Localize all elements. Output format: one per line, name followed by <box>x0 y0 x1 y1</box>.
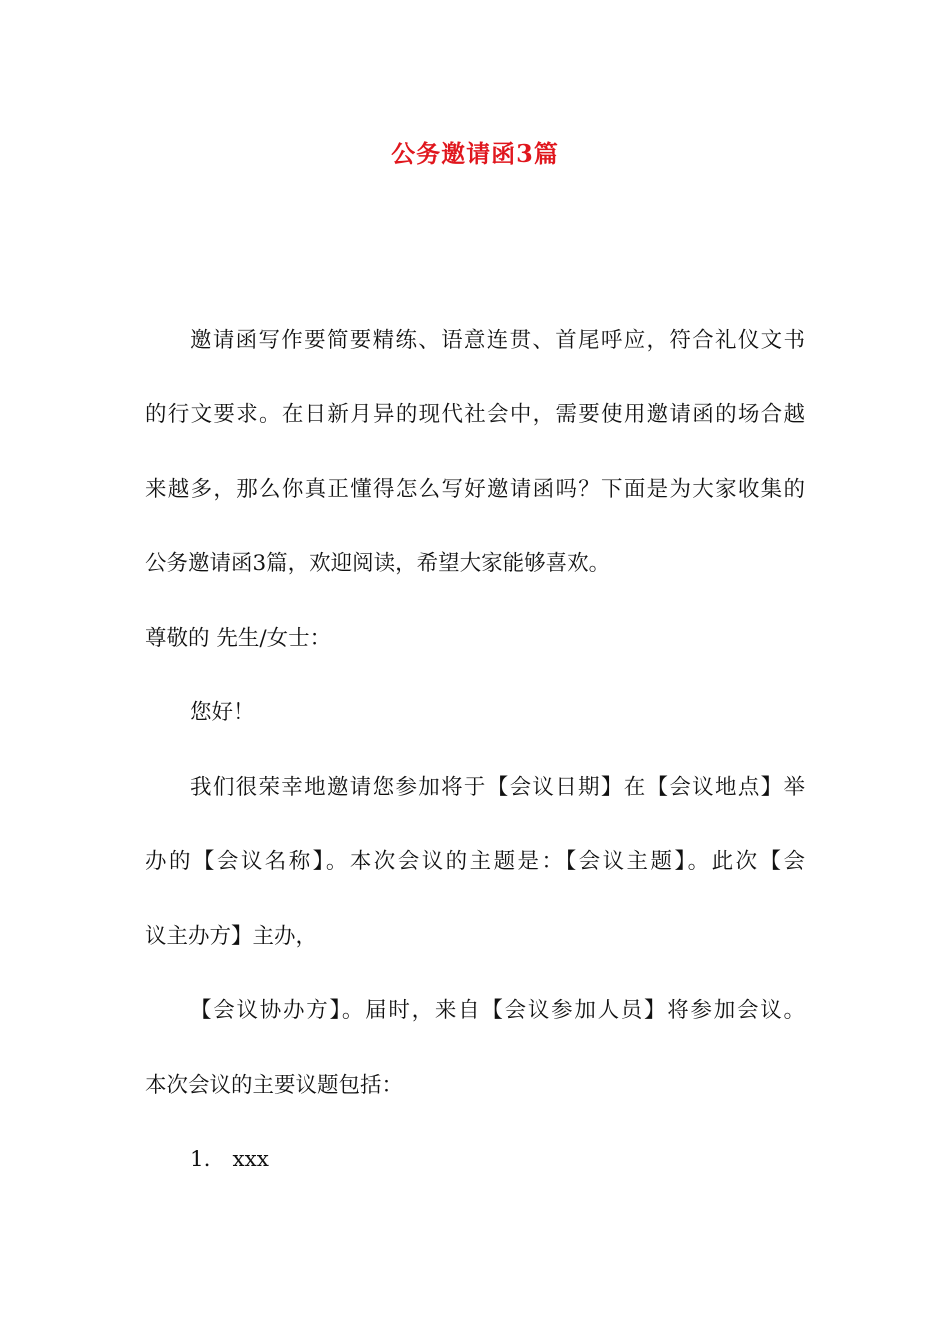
list-item-number: 1. <box>190 1147 211 1172</box>
document-title: 公务邀请函3篇 <box>391 139 559 168</box>
list-item <box>190 1145 269 1175</box>
co-organizer-line: 【会议协办方】。届时，来自【会议参加人员】将参加会议。 <box>190 998 805 1023</box>
body-line-3: 议主办方】主办， <box>145 924 318 949</box>
intro-line-3: 来越多，那么你真正懂得怎么写好邀请函吗？下面是为大家收集的 <box>145 477 805 502</box>
body-line-2: 办的【会议名称】。本次会议的主题是：【会议主题】。此次【会 <box>145 849 805 874</box>
body-line-1: 我们很荣幸地邀请您参加将于【会议日期】在【会议地点】举 <box>190 775 805 800</box>
topics-heading: 本次会议的主要议题包括： <box>145 1073 404 1098</box>
greeting: 您好！ <box>190 700 255 725</box>
intro-line-1: 邀请函写作要简要精练、语意连贯、首尾呼应，符合礼仪文书 <box>190 328 805 353</box>
intro-line-4: 公务邀请函3篇，欢迎阅读，希望大家能够喜欢。 <box>145 551 611 576</box>
salutation: 尊敬的 先生/女士： <box>145 626 332 651</box>
intro-line-2: 的行文要求。在日新月异的现代社会中，需要使用邀请函的场合越 <box>145 402 805 427</box>
list-item-text: xxx <box>232 1147 269 1172</box>
